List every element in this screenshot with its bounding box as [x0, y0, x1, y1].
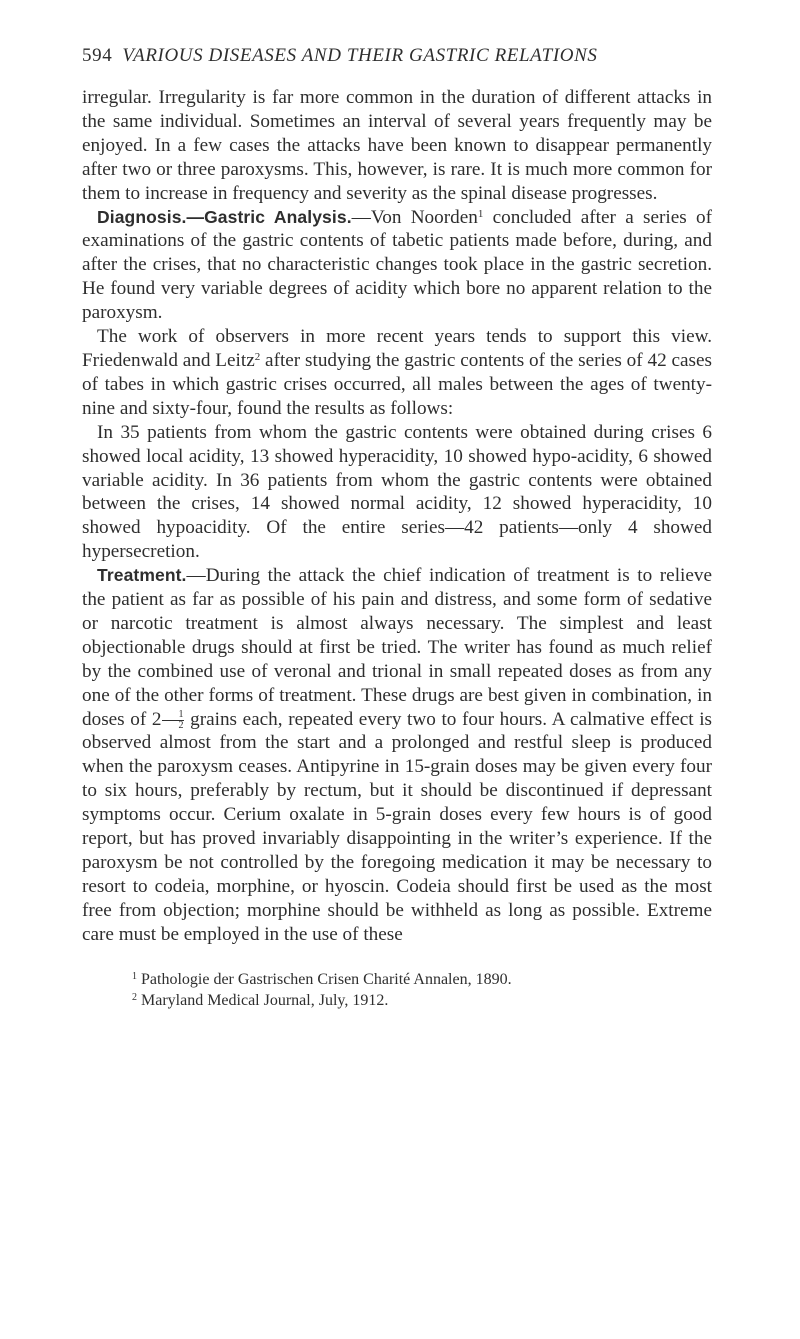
footnote-ref: 2 [254, 350, 261, 363]
paragraph-intro [82, 86, 712, 206]
footnote [132, 990, 712, 1011]
paragraph-text: —Von Noorden [351, 206, 478, 228]
footnote-mark: 1 [132, 970, 137, 982]
fraction-numerator: 1 [162, 710, 184, 721]
footnote-ref: 1 [477, 207, 484, 220]
fraction-denominator: 2 [178, 719, 184, 731]
footnote-mark: 2 [132, 991, 137, 1003]
paragraph-treatment [82, 564, 712, 947]
paragraph-text: irregular. Irregularity is far more common in the duration of different attacks in the same individual. Sometimes an interval of several years frequently may be enjoyed. In a few cases the attacks have been known to disappear permanently after two or three paroxysms. This, however, is rare. It is much more common for them to increase in frequency and severity as the spinal disease progresses. [82, 87, 712, 204]
paragraph-text: —During the attack the chief indication of treatment is to relieve the patient as far as possible of his pain and distress, and some form of sedative or narcotic treatment is almost always necessary. The simplest and least objectionable drugs should at first be tried. The writer has found as much relief by the combined use of veronal and trional in small repeated doses as from any one of the other forms of treatment. These drugs are best given in combination, in doses of 2 [82, 565, 712, 730]
footnote [132, 969, 712, 990]
running-title: VARIOUS DISEASES AND THEIR GASTRIC RELATIONS [122, 45, 598, 66]
running-head [82, 44, 712, 68]
footnote-text: Pathologie der Gastrischen Crisen Charité Annalen, 1890. [141, 970, 512, 988]
book-page [82, 44, 712, 1011]
section-heading-treatment: Treatment. [97, 565, 187, 586]
paragraph-text: after studying the gastric contents of the series of 42 cases of tabes in which gastric crises occurred, all males between the ages of twenty-nine and sixty-four, found the results as follows: [82, 349, 712, 419]
paragraph-observers [82, 325, 712, 421]
fraction-one-half [162, 710, 184, 731]
paragraph-results [82, 421, 712, 564]
footnotes [82, 969, 712, 1011]
paragraph-text: In 35 patients from whom the gastric contents were obtained during crises 6 showed local acidity, 13 showed hyperacidity, 10 showed hypo-acidity, 6 showed variable acidity. In 36 patients from whom the gastric contents were obtained between the crises, 14 showed normal acidity, 12 showed hyperacidity, 10 showed hypoacidity. Of the entire series—42 patients—only 4 showed hypersecretion. [82, 421, 712, 563]
page-number: 594 [82, 45, 113, 66]
paragraph-text: grains each, repeated every two to four hours. A calmative effect is observed almost from the start and a prolonged and restful sleep is produced when the paroxysm ceases. Antipyrine in 15-grain doses may be given every four to six hours, preferably by rectum, but it should be discontinued if depressant symptoms occur. Cerium oxalate in 5-grain doses every few hours is of good report, but has proved invariably disappointing in the writer’s experience. If the paroxysm be not controlled by the foregoing medication it may be necessary to resort to codeia, morphine, or hyoscin. Codeia should first be used as the most free from objection; morphine should be withheld as long as possible. Extreme care must be employed in the use of these [82, 708, 712, 945]
body-text [82, 86, 712, 947]
paragraph-text: The work of observers in more recent years tends to support this view. Friedenwald and Leitz [82, 326, 712, 371]
section-heading-diagnosis: Diagnosis.—Gastric Analysis. [97, 206, 352, 227]
footnote-text: Maryland Medical Journal, July, 1912. [141, 991, 389, 1009]
paragraph-text: concluded after a series of examinations of the gastric contents of tabetic patients made before, during, and after the crises, that no characteristic changes took place in the gastric secretion. He found very variable degrees of acidity which bore no apparent relation to the paroxysm. [82, 206, 712, 324]
paragraph-diagnosis [82, 206, 712, 326]
